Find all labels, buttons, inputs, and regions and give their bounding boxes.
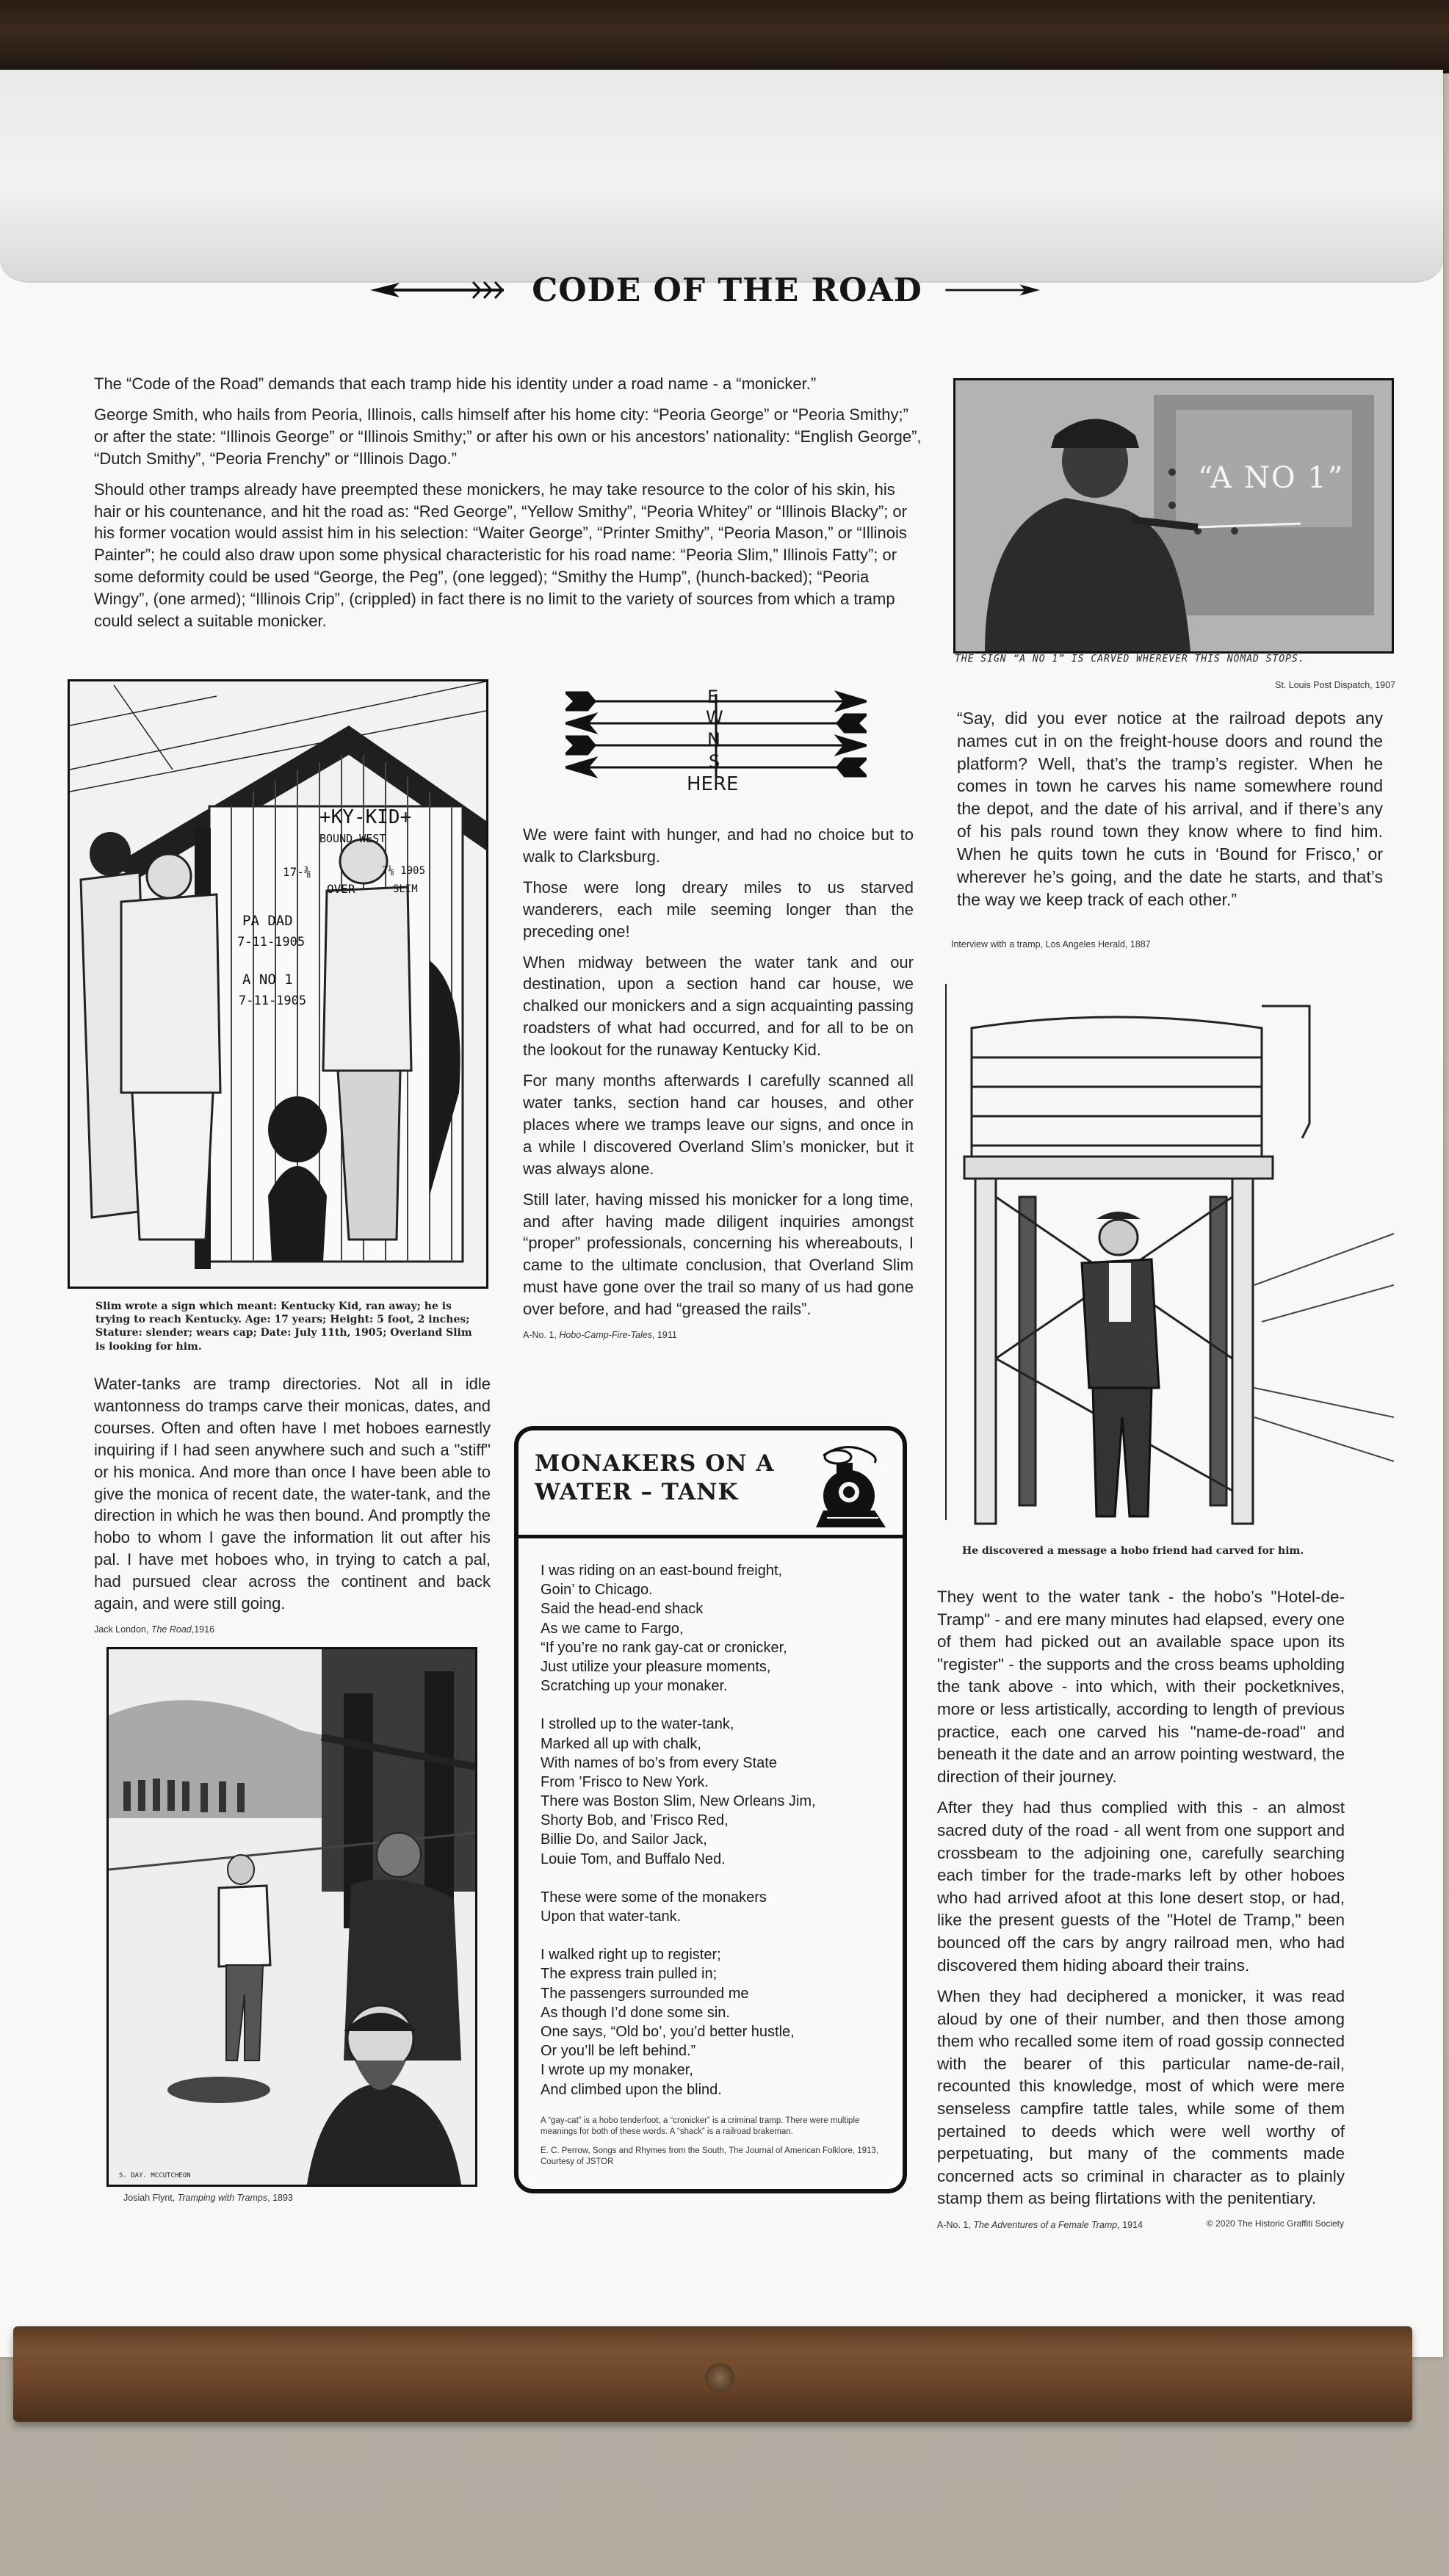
compass-letter-s: S (709, 751, 720, 772)
compass-here: HERE (687, 773, 739, 795)
hobo-sign-compass (565, 687, 867, 797)
poem-line: As though I’d done some sin. (541, 2004, 730, 2021)
poem-line: With names of bo’s from every State (541, 1754, 777, 1771)
tramps-credit-title: Tramping with Tramps (177, 2193, 268, 2203)
carved-a-no-1-text: “A NO 1” (1198, 461, 1345, 495)
middle-credit-year: , 1911 (652, 1330, 677, 1341)
tramps-illustration (106, 1647, 477, 2187)
middle-paragraph-5: Still later, having missed his monicker for a long time, and after having made diligent inquiries amongst “proper” professionals, concerning his whereabouts, I came to the ultimate conclusion, that Overland Slim must have gone over the trail so many of us had gone over before, and had “greased the rails”. (523, 1190, 914, 1319)
poem-line: As we came to Fargo, (541, 1620, 684, 1637)
left-arrow-icon (370, 279, 510, 301)
carving-date: 7⅛ 1905 (382, 865, 426, 877)
poem-line: And climbed upon the blind. (541, 2081, 722, 2098)
poem-footnote: A “gay-cat” is a hobo tenderfoot; a “cronicker” is a criminal tramp. There were multiple meanings for both of these words. A “shack” is a railroad brakeman. (541, 2116, 860, 2137)
right-arrow-icon (944, 279, 1040, 301)
poem-box (514, 1426, 907, 2193)
poem-line: Shorty Bob, and ’Frisco Red, (541, 1812, 729, 1829)
carving-credit: St. Louis Post Dispatch, 1907 (1275, 680, 1395, 690)
right-paragraph-3: When they had deciphered a monicker, it was read aloud by one of their number, and then those among them who recalled some item of road gossip connected with the bearer of this particular name-de-rail, recounted this knowledge, most of which were mere senseless campfire tattle tales, while some of them pertained to deeds which were well worthy of perpetuating, but many of the comments made concerned acts so criminal in character as to plainly stamp them as being flirtations with the penitentiary. (937, 1987, 1345, 2208)
page-title: CODE OF THE ROAD (532, 271, 922, 309)
poem-line: These were some of the monakers (541, 1889, 767, 1906)
poem-line: Marked all up with chalk, (541, 1735, 701, 1752)
poem-stanza-3 (541, 1888, 893, 1926)
right-credit-title: The Adventures of a Female Tramp (973, 2220, 1118, 2231)
stanza-gap (541, 1869, 893, 1888)
carving-a-no-1: A NO 1 (242, 972, 293, 988)
locomotive-icon (809, 1441, 897, 1529)
illustration-artist-signature: S. DAY. MCCUTCHEON (119, 2172, 191, 2179)
right-credit-year: , 1914 (1117, 2220, 1143, 2231)
stanza-gap (541, 1696, 893, 1715)
poem-body (541, 1561, 893, 2168)
poem-stanza-2 (541, 1715, 893, 1869)
poem-line: The express train pulled in; (541, 1966, 718, 1983)
poem-line: One says, “Old bo’, you’d better hustle, (541, 2023, 795, 2040)
carving-slim: SLIM (393, 883, 418, 895)
left-credit (94, 1624, 491, 1636)
right-paragraph-1: They went to the water tank - the hobo’s "Hotel-de-Tramp" - and ere many minutes had elapsed, every one of them had picked out an available space upon its "register" - the supports and the cross beams upholding the tank above - into which, with their pocketknives, more or less artistically, according to length of previous practice, each one carved his "name-de-road" and beneath it the date and an arrow pointing westward, the direction of their journey. (937, 1588, 1345, 1786)
compass-letter-w: W (706, 707, 723, 728)
left-credit-title: The Road (151, 1624, 192, 1635)
poem-line: Scratching up your monaker. (541, 1678, 728, 1695)
bottom-wooden-rod (13, 2326, 1412, 2422)
poem-line: I walked right up to register; (541, 1947, 721, 1964)
middle-paragraph-4: For many months afterwards I carefully scanned all water tanks, section hand car houses, and other places where we tramps leave our signs, and once in a while I discovered Overland Slim’s monicker, but it was always alone. (523, 1071, 914, 1178)
right-quote: “Say, did you ever notice at the railroad depots any names cut in on the freight-house doors and round the platform? Well, that’s the tramp’s register. When he comes in town he carves his name somewhere round the depot, and the date of his arrival, and if there’s any of his pals round town they know where to find him. When he quits town he cuts in ‘Bound for Frisco,’ or wherever he’s going, and the date he starts, and that’s the way we keep track of each other.” (957, 709, 1383, 909)
tramps-credit (123, 2192, 476, 2204)
poem-line: Goin’ to Chicago. (541, 1582, 653, 1599)
carving-date-3: 7-11-1905 (239, 994, 307, 1008)
water-tank-caption: He discovered a message a hobo friend had carved for him. (962, 1545, 1304, 1557)
poem-line: Just utilize your pleasure moments, (541, 1658, 771, 1675)
left-credit-author: Jack London, (94, 1624, 151, 1635)
middle-paragraph-1: We were faint with hunger, and had no choice but to walk to Clarksburg. (523, 825, 914, 866)
compass-letter-n: N (707, 729, 720, 750)
left-text (94, 1373, 491, 1636)
poem-line: Billie Do, and Sailor Jack, (541, 1831, 707, 1848)
shed-illustration (68, 679, 488, 1289)
middle-paragraph-2: Those were long dreary miles to us starved wanderers, each mile seeming longer than the preceding one! (523, 878, 914, 941)
poem-title-line-2: WATER – TANK (535, 1478, 739, 1505)
carving-over: OVER (327, 882, 355, 896)
right-paragraph-2: After they had thus complied with this - an almost sacred duty of the road - all went from one support and crossbeam to the adjoining one, carefully searching each timber for the trade-marks left by other hoboes who had arrived afoot at this lone desert stop, or had, like the present guests of the "Hotel de Tramp," been bounced off the cars by angry railroad men, who had discovered them hiding aboard their trains. (937, 1798, 1345, 1975)
poster-top-fold (0, 70, 1443, 283)
poem-footer-gap (541, 2099, 893, 2116)
carving-illustration (953, 378, 1394, 654)
intro-paragraph-2: George Smith, who hails from Peoria, Illinois, calls himself after his home city: “Peoria George” or “Peoria Smithy;” or after the state: “Illinois George” or “Illinois Smithy;” or after his own or his ancestors’ nationality: “English George”, “Dutch Smithy”, “Peoria Frenchy” or “Illinois Dago.” (94, 405, 922, 468)
poem-line: I wrote up my monaker, (541, 2062, 693, 2079)
water-tank-illustration (939, 977, 1394, 1542)
poem-line: “If you’re no rank gay-cat or cronicker, (541, 1639, 787, 1656)
poem-line: Louie Tom, and Buffalo Ned. (541, 1850, 726, 1867)
poem-line: Said the head-end shack (541, 1601, 704, 1618)
tramps-credit-author: Josiah Flynt, (123, 2193, 178, 2203)
poem-title (535, 1450, 784, 1507)
middle-paragraph-3: When midway between the water tank and our destination, upon a section hand car house, we chalked our monickers and a sign acquainting passing roadsters of what had occurred, and for all to be on the lookout for the runaway Kentucky Kid. (523, 952, 914, 1060)
intro-paragraph-3: Should other tramps already have preempted these monickers, he may take resource to the color of his skin, his hair or his countenance, and hit the road as: “Red George”, “Yellow Smithy”, “Peoria Whitey” or “Illinois Blacky”; or his former vocation would assist him in his selection: “Waiter George”, “Printer Smithy”, “Peoria Mason,” or “Illinois Painter”; he could also draw upon some physical characteristic for his road name: “Peoria Slim,” Illinois Fatty”; or some deformity could be used “George, the Peg”, (one legged); “Smithy the Hump”, (hunch-backed); “Peoria Wingy”, (one armed); “Illinois Crip”, (crippled) in fact there is no limit to the variety of sources from which a tramp could select a suitable monicker. (94, 480, 907, 631)
carving-pa-dad: PA DAD (242, 913, 293, 929)
poem-line: I was riding on an east-bound freight, (541, 1563, 783, 1579)
stanza-gap (541, 1926, 893, 1945)
middle-text (523, 824, 914, 1342)
compass-letter-e: E (707, 687, 719, 707)
intro-text (94, 373, 922, 641)
poem-line: I strolled up to the water-tank, (541, 1716, 734, 1733)
left-paragraph-1: Water-tanks are tramp directories. Not all in idle wantonness do tramps carve their monicas, dates, and courses. Often and often have I met hoboes earnestly inquiring if I had seen anywhere such and such a "stiff" or his monica. And more than once I have been able to give the monica of recent date, the water-tank, and the direction in which he was then bound. And promptly the hobo to whom I gave the information lit out after his pal. I have met hoboes who, in trying to catch a pal, had pursued clear across the continent and back again, and were still going. (94, 1375, 491, 1613)
carving-ky-kid: +KY-KID+ (319, 806, 412, 828)
poem-title-line-1: MONAKERS ON A (535, 1450, 775, 1477)
man-carving-illustration (955, 380, 1392, 651)
poem-line: Or you’ll be left behind.” (541, 2043, 696, 2060)
top-hanging-rod (0, 0, 1449, 73)
intro-paragraph-1: The “Code of the Road” demands that each tramp hide his identity under a road name - a “monicker.” (94, 375, 817, 393)
carving-caption: THE SIGN “A NO 1” IS CARVED WHEREVER THIS NOMAD STOPS. (955, 654, 1305, 665)
left-credit-year: ,1916 (191, 1624, 215, 1635)
poem-stanza-1 (541, 1561, 893, 1696)
poem-line: From ’Frisco to New York. (541, 1773, 709, 1790)
carving-bound-west: BOUND WEST (319, 832, 386, 845)
poem-stanza-4 (541, 1945, 893, 2099)
middle-credit-author: A-No. 1, (523, 1330, 560, 1341)
hobo-at-water-tank-illustration (939, 977, 1394, 1542)
shed-caption: Slim wrote a sign which meant: Kentucky Kid, ran away; he is trying to reach Kentucky. Age: 17 years; Height: 5 foot, 2 inches; Stature: slender; wears cap; Date: July 11th, 1905; Overland Slim is looking for him. (95, 1300, 472, 1353)
carving-date-2: 7-11-1905 (237, 935, 306, 949)
middle-credit (523, 1329, 914, 1342)
tramps-by-water-tank-illustration (109, 1649, 475, 2185)
right-credit-author: A-No. 1, (937, 2220, 974, 2231)
poem-line: Upon that water-tank. (541, 1909, 682, 1925)
poem-line: There was Boston Slim, New Orleans Jim, (541, 1793, 816, 1810)
middle-credit-title: Hobo-Camp-Fire-Tales (559, 1330, 652, 1341)
copyright-notice: © 2020 The Historic Graffiti Society (1206, 2218, 1344, 2229)
poem-credit: E. C. Perrow, Songs and Rhymes from the South, The Journal of American Folklore, 1913, Courtesy of JSTOR (541, 2146, 879, 2167)
tramps-credit-year: , 1893 (267, 2193, 293, 2203)
right-quote-credit: Interview with a tramp, Los Angeles Herald, 1887 (951, 939, 1151, 949)
title-row (367, 268, 1043, 312)
right-text (937, 1586, 1345, 2232)
poem-line: The passengers surrounded me (541, 1985, 749, 2002)
poem-title-divider (518, 1535, 903, 1538)
rod-knob (705, 2363, 734, 2392)
carving-age: 17-⅜ (283, 865, 311, 879)
